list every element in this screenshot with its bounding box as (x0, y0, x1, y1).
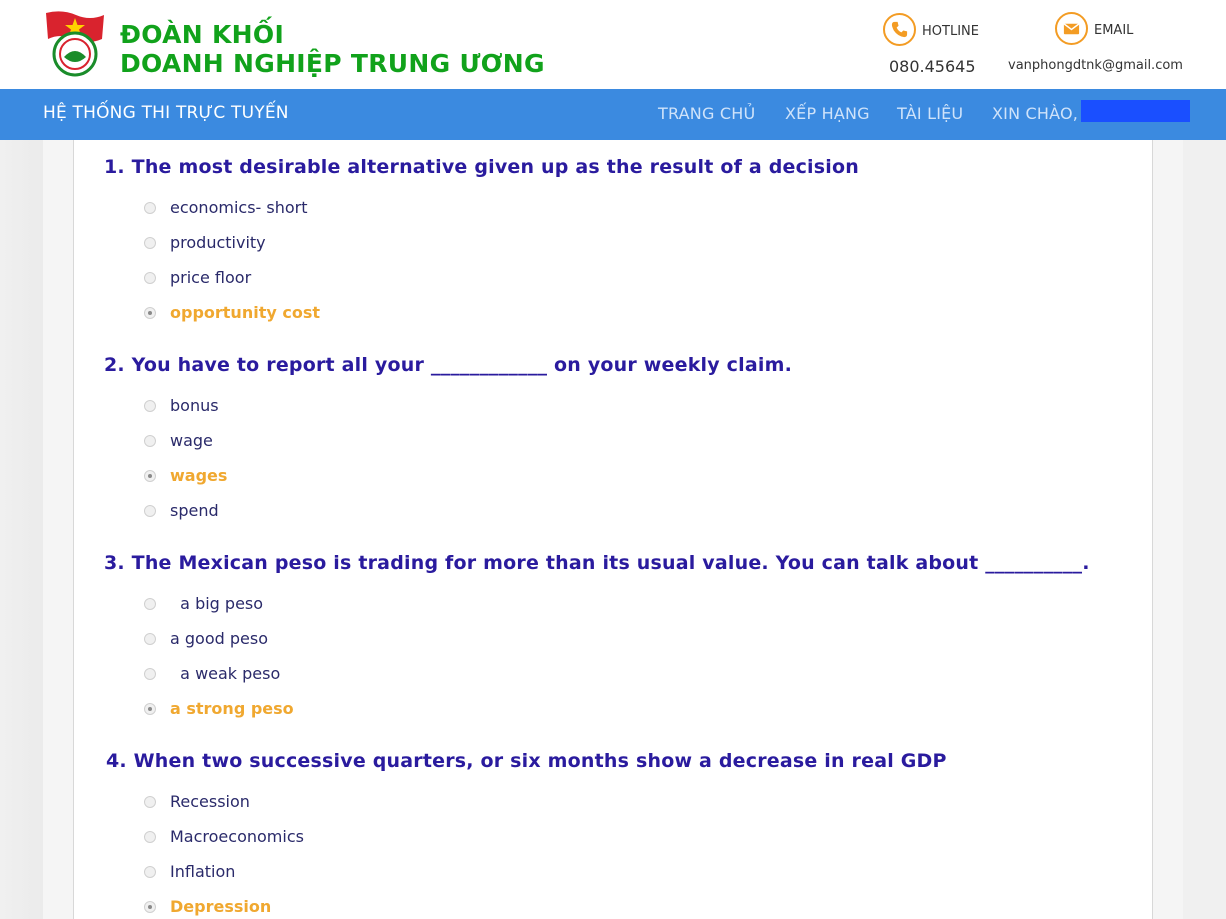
option-label: a big peso (170, 594, 264, 613)
option-label: a good peso (170, 629, 268, 648)
option-label: wages (170, 466, 228, 485)
hotline-label: HOTLINE (922, 24, 979, 39)
nav-item-ranking[interactable]: XẾP HẠNG (785, 104, 870, 123)
option-label: Depression (170, 897, 272, 916)
radio-button-selected[interactable] (144, 901, 156, 913)
option-label: Macroeconomics (170, 827, 304, 846)
radio-button[interactable] (144, 598, 156, 610)
option-label: a strong peso (170, 699, 294, 718)
hotline-number[interactable]: 080.45645 (889, 57, 976, 76)
option-label: a weak peso (170, 664, 281, 683)
main-nav (0, 89, 1226, 140)
radio-button[interactable] (144, 831, 156, 843)
option-label: opportunity cost (170, 303, 320, 322)
email-label: EMAIL (1094, 23, 1134, 38)
nav-item-documents[interactable]: TÀI LIỆU (897, 104, 964, 123)
question-3: 3. The Mexican peso is trading for more than its usual value. You can talk about __________. (104, 552, 1090, 574)
question-1: 1. The most desirable alternative given up as the result of a decision (104, 156, 859, 178)
union-logo-icon[interactable] (42, 9, 108, 79)
nav-item-home[interactable]: TRANG CHỦ (658, 104, 756, 123)
question-2: 2. You have to report all your ____________ on your weekly claim. (104, 354, 792, 376)
nav-item-greeting[interactable]: XIN CHÀO, (992, 104, 1079, 123)
brand-line-1: ĐOÀN KHỐI (120, 20, 285, 49)
radio-button[interactable] (144, 272, 156, 284)
user-name-box[interactable] (1081, 100, 1190, 122)
option-label: bonus (170, 396, 219, 415)
email-address[interactable]: vanphongdtnk@gmail.com (1008, 58, 1183, 73)
brand-name (120, 20, 545, 78)
radio-button[interactable] (144, 866, 156, 878)
nav-site-title[interactable]: HỆ THỐNG THI TRỰC TUYẾN (43, 103, 289, 123)
radio-button-selected[interactable] (144, 307, 156, 319)
radio-button[interactable] (144, 237, 156, 249)
option-label: economics- short (170, 198, 308, 217)
phone-icon (883, 13, 916, 46)
site-header (0, 0, 1226, 89)
radio-button[interactable] (144, 633, 156, 645)
radio-button[interactable] (144, 202, 156, 214)
left-gutter (0, 140, 43, 919)
option-label: price floor (170, 268, 252, 287)
brand-line-2: DOANH NGHIỆP TRUNG ƯƠNG (120, 49, 545, 78)
radio-button-selected[interactable] (144, 470, 156, 482)
option-label: wage (170, 431, 213, 450)
radio-button-selected[interactable] (144, 703, 156, 715)
radio-button[interactable] (144, 796, 156, 808)
option-label: Recession (170, 792, 250, 811)
option-label: productivity (170, 233, 266, 252)
question-4: 4. When two successive quarters, or six months show a decrease in real GDP (106, 750, 947, 772)
option-label: Inflation (170, 862, 236, 881)
email-icon (1055, 12, 1088, 45)
radio-button[interactable] (144, 505, 156, 517)
radio-button[interactable] (144, 400, 156, 412)
radio-button[interactable] (144, 668, 156, 680)
option-label: spend (170, 501, 219, 520)
radio-button[interactable] (144, 435, 156, 447)
